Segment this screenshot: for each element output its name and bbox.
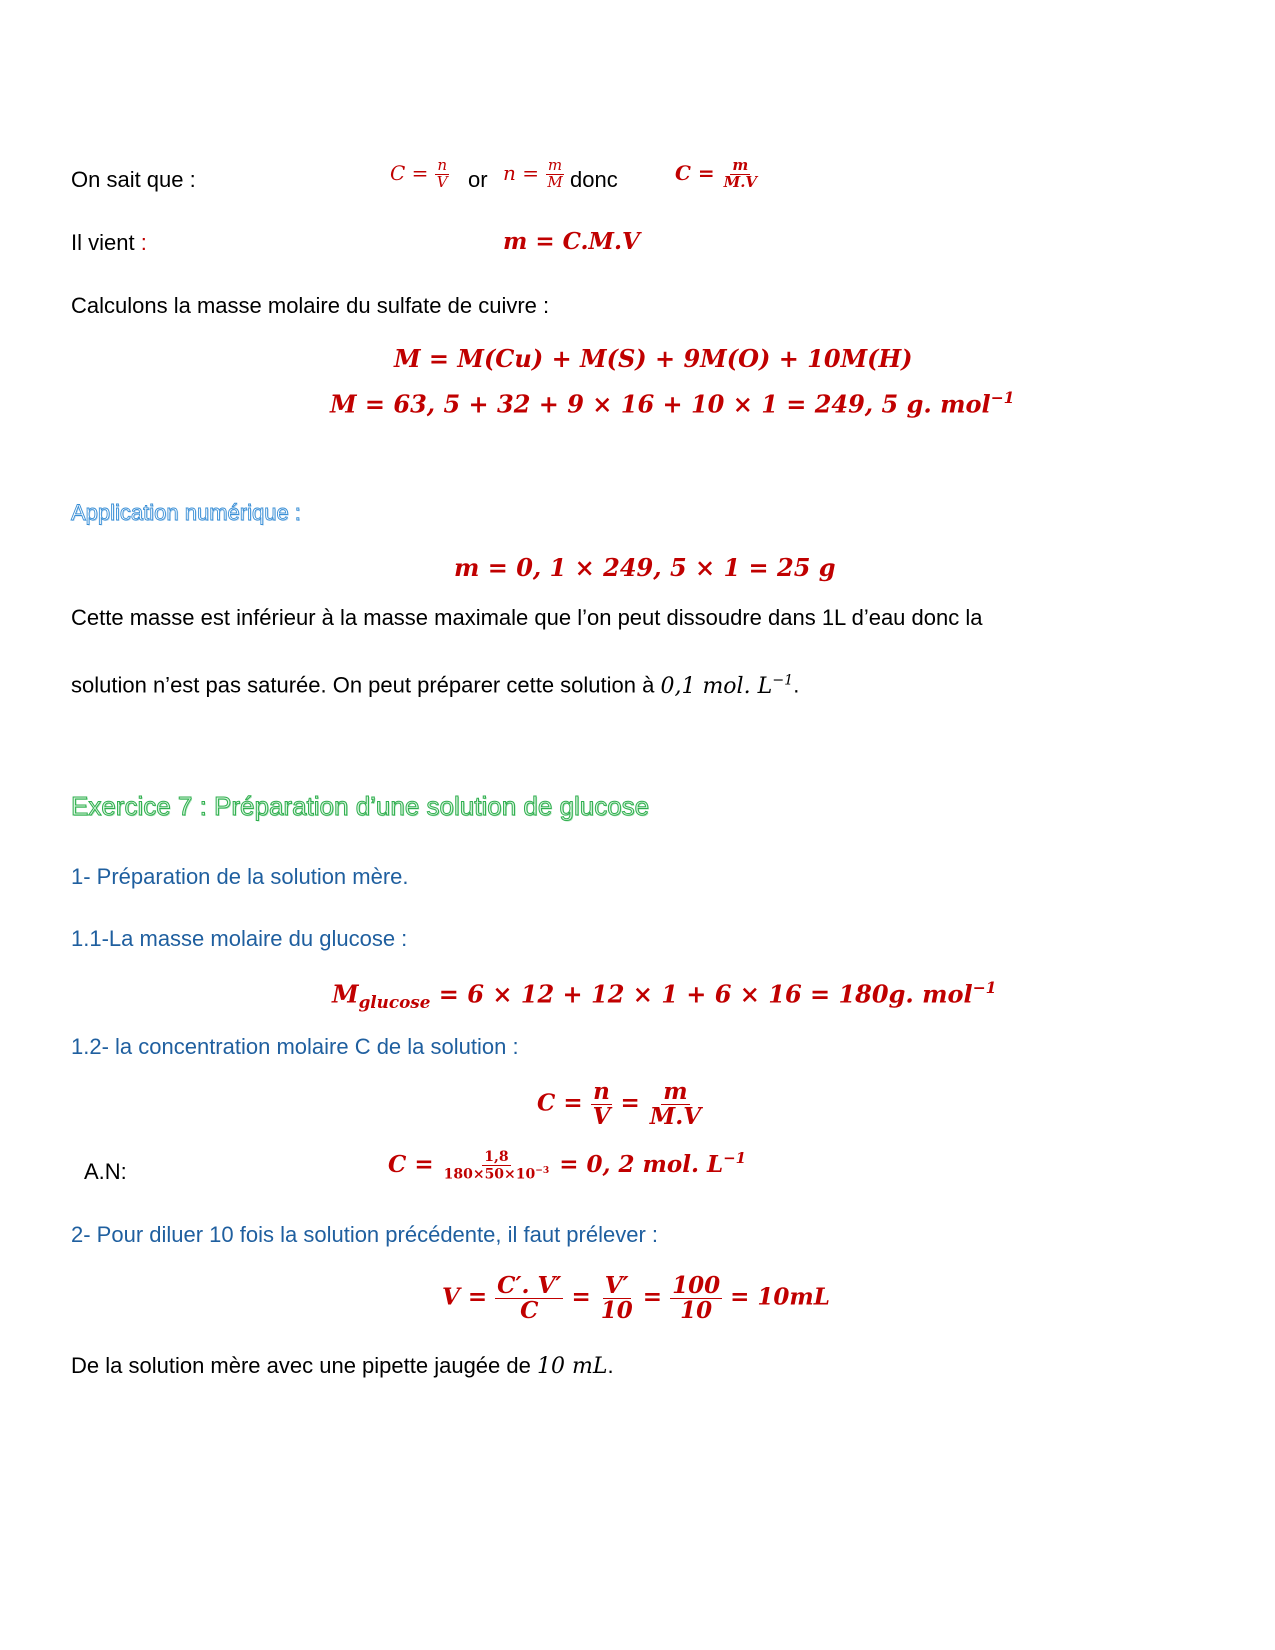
line-on-sait-que [71, 167, 196, 193]
label-an: A.N: [84, 1159, 127, 1184]
fraction-v-over-10: $\frac{V'}{10}$ [600, 1272, 633, 1325]
word-or: or [468, 167, 488, 192]
fraction-cv-over-c: $\frac{C'. V'}{C}$ [497, 1272, 562, 1325]
heading-application-numerique: Application numérique : [71, 500, 301, 525]
section-1-1-title: 1.1-La masse molaire du glucose : [71, 926, 408, 951]
text-conclusion-line1: Cette masse est inférieur à la masse maximale que l’on peut dissoudre dans 1L d’eau donc la [71, 605, 983, 630]
section-2-title: 2- Pour diluer 10 fois la solution précédente, il faut prélever : [71, 1222, 658, 1247]
section-1-2-title: 1.2- la concentration molaire C de la solution : [71, 1034, 519, 1059]
fraction-100-over-10: $\frac{100}{10}$ [672, 1272, 721, 1325]
text-final-line: De la solution mère avec une pipette jaugée de 10 mL. [71, 1353, 614, 1379]
formula-c-m-MV: C = $\frac{m}{M.V}$ [675, 156, 758, 191]
label-on-sait-que: On sait que : [71, 167, 196, 192]
value-concentration: 0,1 mol. $L^{-1}$ [660, 672, 794, 699]
word-donc: donc [570, 167, 618, 192]
formula-m-cmv: m = C.M.V [503, 228, 640, 255]
fraction-m-M: $\frac{m}{M}$ [547, 156, 563, 191]
section-1-title: 1- Préparation de la solution mère. [71, 864, 409, 889]
equation-application-mass: m = 0, 1 × 249, 5 × 1 = 25 g [454, 553, 836, 582]
fraction-m-over-mv: $\frac{m}{M.V}$ [649, 1078, 702, 1131]
fraction-m-MV: $\frac{m}{M.V}$ [723, 156, 758, 191]
text-calculons: Calculons la masse molaire du sulfate de cuivre : [71, 293, 550, 318]
heading-exercice-7: Exercice 7 : Préparation d’une solution de glucose [71, 791, 650, 821]
equation-an-concentration: C = $\frac{1,8}{180\times 50\times 10^{-3}}$ = 0, 2 mol. $L^{-1}$ [388, 1149, 747, 1183]
equation-molar-mass-value: M = 63, 5 + 32 + 9 × 16 + 10 × 1 = 249, 5 g. mol$^{-1}$ [330, 388, 1015, 419]
fraction-n-v: $\frac{n}{V}$ [436, 156, 448, 191]
line-il-vient: Il vient : [71, 230, 147, 255]
fraction-an: $\frac{1,8}{180\times 50\times 10^{-3}}$ [443, 1149, 550, 1183]
text-conclusion-line2: solution n’est pas saturée. On peut préparer cette solution à 0,1 mol. $L^{-1}$. [71, 672, 800, 699]
equation-dilution-volume: V = $\frac{C'. V'}{C}$ = $\frac{V'}{10}$ = $\frac{100}{10}$ = 10mL [442, 1272, 830, 1325]
formula-c-n-v: C = $\frac{n}{V}$ [390, 156, 448, 191]
formula-n-m-M: n = $\frac{m}{M}$ [503, 156, 563, 191]
equation-concentration-formula: C = $\frac{n}{V}$ = $\frac{m}{M.V}$ [537, 1078, 702, 1131]
fraction-n-over-v: $\frac{n}{V}$ [592, 1078, 611, 1131]
colon: : [140, 230, 147, 255]
value-pipette-volume: 10 mL [536, 1354, 608, 1379]
equation-molar-mass-formula: M = M(Cu) + M(S) + 9M(O) + 10M(H) [394, 344, 913, 373]
equation-glucose-molar-mass: $M_{glucose} = 6 \times 12 + 12 \times 1 + 6 \times 16 = 180g$. mol$^{-1}$ [332, 978, 997, 1013]
